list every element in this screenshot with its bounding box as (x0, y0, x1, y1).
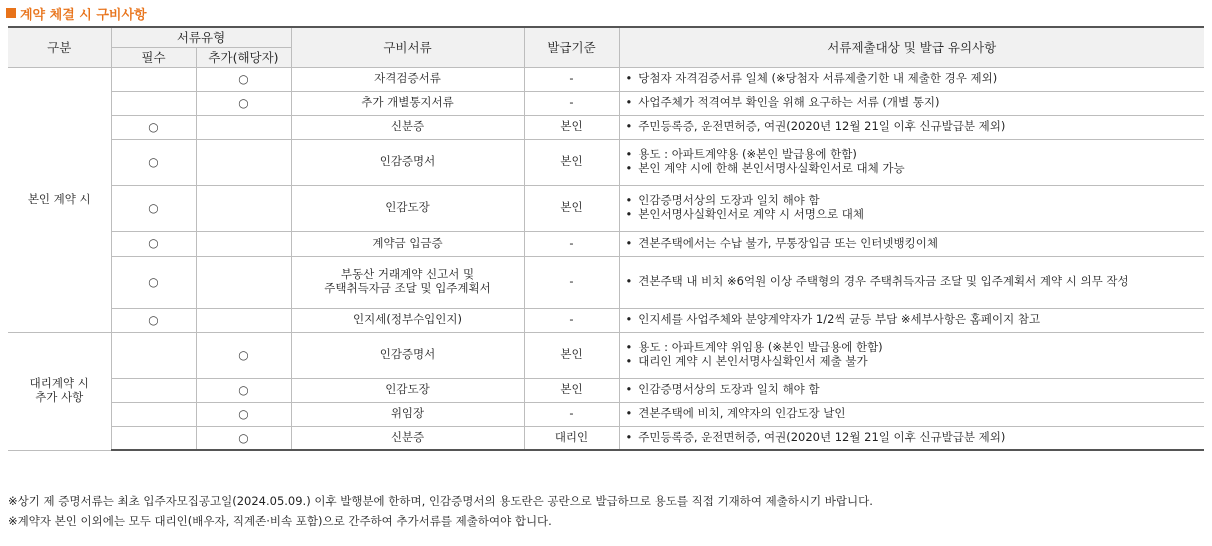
notes-cell (619, 185, 1204, 231)
notes-cell (619, 231, 1204, 256)
notes-cell (619, 308, 1204, 332)
notes-cell (619, 91, 1204, 115)
note-line: • 견본주택에 비치, 계약자의 인감도장 날인 (626, 407, 1199, 421)
note-line: • 인감증명서상의 도장과 일치 해야 함 (626, 194, 1199, 208)
additional-mark: ○ (196, 332, 291, 378)
group-label-proxy (8, 332, 111, 450)
notes-cell (619, 256, 1204, 308)
additional-mark: ○ (196, 91, 291, 115)
required-mark: ○ (111, 231, 196, 256)
issue-basis: - (524, 91, 619, 115)
table-row (8, 91, 1204, 115)
additional-mark (196, 139, 291, 185)
document-name: 인감증명서 (291, 332, 524, 378)
table-row (8, 332, 1204, 378)
note-line: • 견본주택 내 비치 ※6억원 이상 주택형의 경우 주택취득자금 조달 및 입주계획서 계약 시 의무 작성 (626, 275, 1199, 289)
section-title (6, 2, 147, 24)
footnote-line: ※계약자 본인 이외에는 모두 대리인(배우자, 직계존·비속 포함)으로 간주하여 추가서류를 제출하여야 합니다. (8, 514, 552, 528)
additional-mark: ○ (196, 426, 291, 450)
table-row (8, 426, 1204, 450)
notes-cell (619, 115, 1204, 139)
footnote-line: ※상기 제 증명서류는 최초 입주자모집공고일(2024.05.09.) 이후 발행분에 한하며, 인감증명서의 용도란은 공란으로 발급하므로 용도를 직접 기재하여 제출하시기 바랍니다. (8, 494, 873, 508)
issue-basis: - (524, 402, 619, 426)
issue-basis: - (524, 67, 619, 91)
header-additional: 추가(해당자) (196, 47, 291, 67)
required-mark: ○ (111, 139, 196, 185)
note-line: • 용도 : 아파트계약 위임용 (※본인 발급용에 한함) (626, 341, 1199, 355)
header-documents: 구비서류 (291, 27, 524, 67)
required-mark: ○ (111, 115, 196, 139)
header-issue-basis: 발급기준 (524, 27, 619, 67)
notes-cell (619, 139, 1204, 185)
note-line: • 본인서명사실확인서로 계약 시 서명으로 대체 (626, 208, 1199, 222)
required-mark: ○ (111, 256, 196, 308)
issue-basis: 본인 (524, 332, 619, 378)
note-line: • 인감증명서상의 도장과 일치 해야 함 (626, 383, 1199, 397)
additional-mark (196, 185, 291, 231)
issue-basis: 본인 (524, 115, 619, 139)
document-name: 인지세(정부수입인지) (291, 308, 524, 332)
additional-mark: ○ (196, 378, 291, 402)
header-required: 필수 (111, 47, 196, 67)
notes-cell (619, 378, 1204, 402)
document-name: 신분증 (291, 426, 524, 450)
header-notes: 서류제출대상 및 발급 유의사항 (619, 27, 1204, 67)
note-line: • 인지세를 사업주체와 분양계약자가 1/2씩 균등 부담 ※세부사항은 홈페이지 참고 (626, 313, 1199, 327)
header-category: 구분 (8, 27, 111, 67)
note-line: • 주민등록증, 운전면허증, 여권(2020년 12월 21일 이후 신규발급분 제외) (626, 431, 1199, 445)
note-line: • 주민등록증, 운전면허증, 여권(2020년 12월 21일 이후 신규발급분 제외) (626, 120, 1199, 134)
document-name: 신분증 (291, 115, 524, 139)
note-line: • 당첨자 자격검증서류 일체 (※당첨자 서류제출기한 내 제출한 경우 제외) (626, 72, 1199, 86)
notes-cell (619, 67, 1204, 91)
issue-basis: - (524, 231, 619, 256)
note-line: • 사업주체가 적격여부 확인을 위해 요구하는 서류 (개별 통지) (626, 96, 1199, 110)
document-name: 위임장 (291, 402, 524, 426)
additional-mark: ○ (196, 67, 291, 91)
note-line: • 대리인 계약 시 본인서명사실확인서 제출 불가 (626, 355, 1199, 369)
header-doc-type: 서류유형 (111, 27, 291, 47)
document-name: 추가 개별통지서류 (291, 91, 524, 115)
additional-mark (196, 115, 291, 139)
issue-basis: 대리인 (524, 426, 619, 450)
table-row (8, 378, 1204, 402)
table-row (8, 115, 1204, 139)
note-line: • 견본주택에서는 수납 불가, 무통장입금 또는 인터넷뱅킹이체 (626, 237, 1199, 251)
document-name: 계약금 입금증 (291, 231, 524, 256)
group-label-self: 본인 계약 시 (8, 67, 111, 332)
required-mark (111, 426, 196, 450)
note-line: • 용도 : 아파트계약용 (※본인 발급용에 한함) (626, 148, 1199, 162)
additional-mark (196, 308, 291, 332)
table-row (8, 256, 1204, 308)
notes-cell (619, 426, 1204, 450)
table-row (8, 308, 1204, 332)
additional-mark: ○ (196, 402, 291, 426)
required-mark (111, 402, 196, 426)
document-name: 자격검증서류 (291, 67, 524, 91)
required-mark: ○ (111, 308, 196, 332)
additional-mark (196, 256, 291, 308)
table-row (8, 185, 1204, 231)
document-name: 인감도장 (291, 185, 524, 231)
issue-basis: - (524, 308, 619, 332)
footnotes (8, 491, 1204, 531)
required-mark: ○ (111, 185, 196, 231)
group-label-line2: 추가 사항 (35, 390, 84, 404)
required-mark (111, 91, 196, 115)
requirements-table (8, 26, 1204, 451)
issue-basis: 본인 (524, 378, 619, 402)
group-label-line1: 대리계약 시 (29, 376, 89, 391)
required-mark (111, 332, 196, 378)
notes-cell (619, 402, 1204, 426)
section-title-text: 계약 체결 시 구비사항 (20, 7, 147, 23)
document-name-line1: 부동산 거래계약 신고서 및 (340, 267, 475, 282)
square-bullet-icon (6, 8, 16, 18)
issue-basis: 본인 (524, 139, 619, 185)
document-name: 인감증명서 (291, 139, 524, 185)
document-name-line2: 주택취득자금 조달 및 입주계획서 (324, 281, 491, 295)
issue-basis: - (524, 256, 619, 308)
table-row (8, 67, 1204, 91)
document-name: 인감도장 (291, 378, 524, 402)
required-mark (111, 67, 196, 91)
table-row (8, 231, 1204, 256)
table-row (8, 402, 1204, 426)
table-row (8, 139, 1204, 185)
issue-basis: 본인 (524, 185, 619, 231)
notes-cell (619, 332, 1204, 378)
additional-mark (196, 231, 291, 256)
document-name (291, 256, 524, 308)
required-mark (111, 378, 196, 402)
note-line: • 본인 계약 시에 한해 본인서명사실확인서로 대체 가능 (626, 162, 1199, 176)
